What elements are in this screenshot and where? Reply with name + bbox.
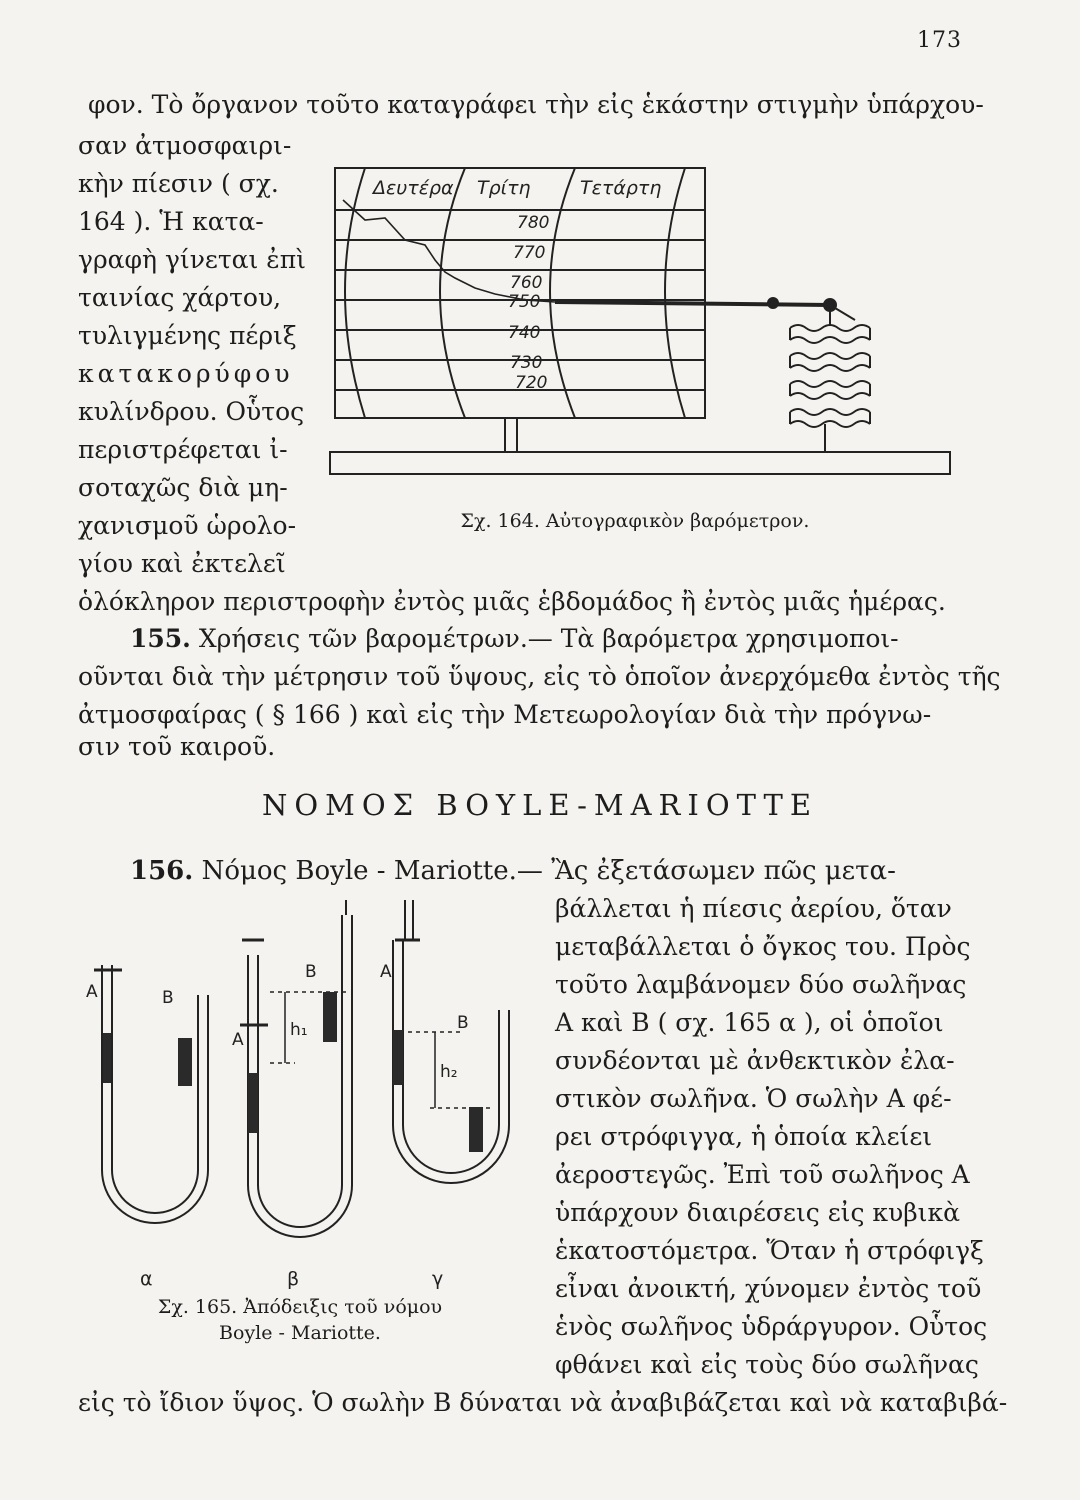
tube-label: B	[305, 962, 317, 982]
mercury-column	[393, 1030, 403, 1085]
scale-label: 730	[510, 353, 543, 373]
scale-label: 720	[515, 373, 548, 393]
section-156-last-line: εἰς τὸ ἴδιον ὕψος. Ὁ σωλὴν Β δύναται νὰ ἀναβιβάζεται καὶ νὰ καταβιβά-	[78, 1388, 1008, 1417]
figure-165-caption	[110, 1294, 490, 1346]
scale-label: 780	[517, 213, 550, 233]
wrapped-line: κὴν πίεσιν ( σχ.	[78, 169, 279, 198]
section-156-line: εἶναι ἀνοικτή, χύνομεν ἐντὸς τοῦ	[555, 1274, 982, 1303]
wrapped-line: γίου καὶ ἐκτελεῖ	[78, 549, 286, 578]
top-paragraph-line1: φον. Τὸ ὄργανον τοῦτο καταγράφει τὴν εἰς ἑκάστην στιγμὴν ὑπάρχου-	[88, 90, 984, 119]
section-text: Ἂς ἐξετάσωμεν πῶς μετα-	[551, 856, 896, 886]
wrapped-line: τυλιγμένης πέριξ	[78, 321, 297, 350]
section-156-line: ἀεροστεγῶς. Ἐπὶ τοῦ σωλῆνος Α	[555, 1160, 970, 1189]
wrapped-line: σαν ἀτμοσφαιρι-	[78, 131, 292, 160]
section-156-first-line	[130, 852, 896, 890]
panel-label: β	[287, 1268, 300, 1290]
figure-165-u-tubes	[80, 895, 540, 1305]
mercury-column	[469, 1107, 483, 1152]
section-156-line: ρει στρόφιγγα, ἡ ὁποία κλείει	[555, 1122, 933, 1151]
caption-line: Σχ. 165. Ἀπόδειξις τοῦ νόμου	[157, 1296, 443, 1318]
tube-label: A	[380, 962, 392, 982]
mercury-column	[323, 992, 337, 1042]
mercury-column	[103, 1033, 111, 1083]
height-label: h₁	[290, 1020, 308, 1040]
figure-164-barometer	[325, 160, 955, 500]
section-156-line: ἑκατοστόμετρα. Ὅταν ἡ στρόφιγξ	[555, 1236, 984, 1265]
wrapped-line: κατακορύφου	[78, 359, 294, 388]
wrapped-line: 164 ). Ἡ κατα-	[78, 207, 264, 236]
wrapped-line: γραφὴ γίνεται ἐπὶ	[78, 245, 306, 274]
scale-label: 740	[508, 323, 541, 343]
figure-164-caption: Σχ. 164. Αὐτογραφικὸν βαρόμετρον.	[460, 510, 810, 532]
scale-label: 750	[508, 292, 541, 312]
section-156-line: τοῦτο λαμβάνομεν δύο σωλῆνας	[555, 970, 967, 999]
day-label: Δευτέρα	[373, 177, 454, 199]
wrapped-line: σοταχῶς διὰ μη-	[78, 473, 288, 502]
section-155-first-line	[130, 620, 899, 658]
section-156-line: φθάνει καὶ εἰς τοὺς δύο σωλῆνας	[555, 1350, 979, 1379]
top-paragraph-last-line: ὁλόκληρον περιστροφὴν ἐντὸς μιᾶς ἑβδομάδος ἢ ἐντὸς μιᾶς ἡμέρας.	[78, 587, 946, 616]
tube-label: B	[162, 988, 174, 1008]
caption-line: Boyle - Mariotte.	[219, 1322, 381, 1344]
u-tube-alpha-inner	[112, 965, 198, 1213]
height-label: h₂	[440, 1062, 458, 1082]
tube-label: A	[86, 982, 98, 1002]
section-156-line: Α καὶ Β ( σχ. 165 α ), οἱ ὁποῖοι	[555, 1008, 944, 1037]
panel-label: α	[140, 1268, 153, 1290]
u-tube-beta-outer	[248, 915, 352, 1237]
wrapped-line: χανισμοῦ ὡρολο-	[78, 511, 297, 540]
wrapped-line: κυλίνδρου. Οὗτος	[78, 397, 305, 426]
section-155-line: οῦνται διὰ τὴν μέτρησιν τοῦ ὕψους, εἰς τὸ ὁποῖον ἀνερχόμεθα ἐντὸς τῆς	[78, 662, 1001, 691]
section-title: Χρήσεις τῶν βαρομέτρων.—	[198, 624, 553, 653]
section-156-line: συνδέονται μὲ ἀνθεκτικὸν ἐλα-	[555, 1046, 955, 1075]
section-156-line: ἑνὸς σωλῆνος ὑδράργυρον. Οὗτος	[555, 1312, 988, 1341]
section-156-line: βάλλεται ἡ πίεσις ἀερίου, ὅταν	[555, 894, 952, 923]
wrapped-line: ταινίας χάρτου,	[78, 283, 282, 312]
page-number: 173	[917, 28, 962, 53]
day-label: Τετάρτη	[580, 177, 662, 199]
mercury-column	[178, 1038, 192, 1086]
mercury-column	[248, 1073, 258, 1133]
scale-label: 760	[510, 273, 543, 293]
tube-label: A	[232, 1030, 244, 1050]
panel-label: γ	[432, 1268, 444, 1290]
section-155-line: σιν τοῦ καιροῦ.	[78, 732, 276, 761]
section-number: 156.	[130, 856, 194, 886]
section-156-line: ὑπάρχουν διαιρέσεις εἰς κυβικὰ	[555, 1198, 960, 1227]
tube-label: B	[457, 1013, 469, 1033]
section-156-line: στικὸν σωλῆνα. Ὁ σωλὴν Α φέ-	[555, 1084, 952, 1113]
section-heading: ΝΟΜΟΣ BOYLE-MARIOTTE	[262, 788, 818, 822]
day-label: Τρίτη	[477, 177, 531, 199]
section-text: Τὰ βαρόμετρα χρησιμοποι-	[560, 624, 899, 653]
section-156-line: μεταβάλλεται ὁ ὄγκος του. Πρὸς	[555, 932, 971, 961]
section-number: 155.	[130, 624, 191, 653]
scale-label: 770	[513, 243, 546, 263]
section-title: Νόμος Boyle - Mariotte.—	[201, 856, 543, 886]
u-tube-alpha-outer	[102, 965, 208, 1223]
tube-label: B	[360, 964, 372, 984]
section-155-line: ἀτμοσφαίρας ( § 166 ) καὶ εἰς τὴν Μετεωρολογίαν διὰ τὴν πρόγνω-	[78, 700, 932, 729]
wrapped-line: περιστρέφεται ἰ-	[78, 435, 288, 464]
